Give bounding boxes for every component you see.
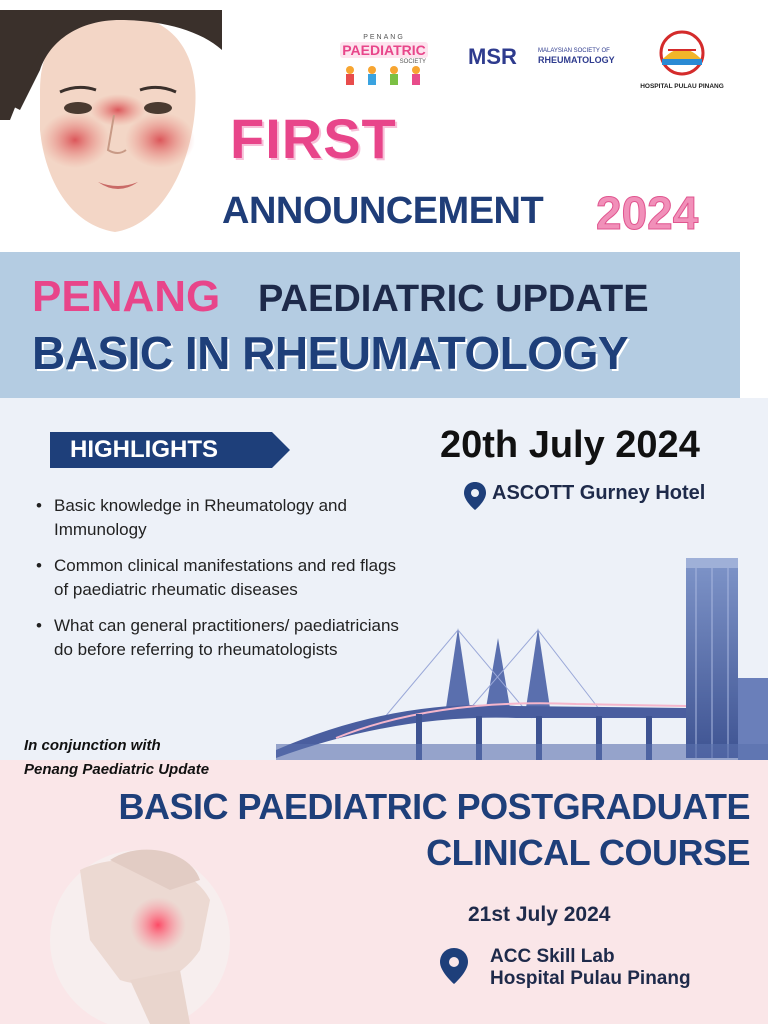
course-venue [490,946,691,990]
location-pin-icon [464,482,486,510]
event-date: 20th July 2024 [440,424,700,466]
hospital-pulau-pinang-logo [640,30,724,92]
highlight-text: What can general practitioners/ paediatricians do before referring to rheumatologists [54,616,399,659]
event-venue: ASCOTT Gurney Hotel [492,482,706,504]
msr-short: MSR [468,44,517,69]
hpp-name: HOSPITAL PULAU PINANG [640,83,724,90]
ppu-logo-line1: PENANG [363,34,405,41]
first-heading: FIRST [230,107,397,170]
highlight-text: Basic knowledge in Rheumatology and Immunology [54,496,347,539]
bullet-dot-icon: • [36,496,42,515]
highlights-label: HIGHLIGHTS [70,436,218,463]
course-title-line2: CLINICAL COURSE [426,832,750,873]
penang-paediatric-society-logo [336,34,432,90]
penang-bridge-skyline-illustration [276,548,768,760]
title-basic-rheumatology: BASIC IN RHEUMATOLOGY [32,327,629,379]
list-item [34,494,404,542]
ppu-logo-line2: PAEDIATRIC [340,42,428,58]
msr-line2: RHEUMATOLOGY [538,55,615,65]
title-paediatric-update: PAEDIATRIC UPDATE [258,278,649,320]
children-figures-icon [336,65,432,87]
course-title-line1: BASIC PAEDIATRIC POSTGRADUATE [118,786,750,827]
year-heading: 2024 [596,187,699,239]
conjunction-line1: In conjunction with [24,737,161,754]
ppu-logo-line3: SOCIETY [399,59,426,65]
course-venue-line2: Hospital Pulau Pinang [490,968,691,989]
face-rash-illustration [0,10,222,242]
conjunction-line2: Penang Paediatric Update [24,761,210,778]
msr-logo [466,36,616,76]
msr-line1: MALAYSIAN SOCIETY OF [538,48,610,54]
bullet-dot-icon: • [36,556,42,575]
conjunction-note [24,734,284,782]
course-date: 21st July 2024 [468,903,611,926]
title-penang: PENANG [32,272,221,321]
location-pin-icon [440,948,468,984]
hospital-crest-icon [640,30,724,76]
course-venue-line1: ACC Skill Lab [490,946,615,967]
bullet-dot-icon: • [36,616,42,635]
highlight-text: Common clinical manifestations and red flags of paediatric rheumatic diseases [54,556,397,599]
announcement-heading: ANNOUNCEMENT [222,190,544,232]
